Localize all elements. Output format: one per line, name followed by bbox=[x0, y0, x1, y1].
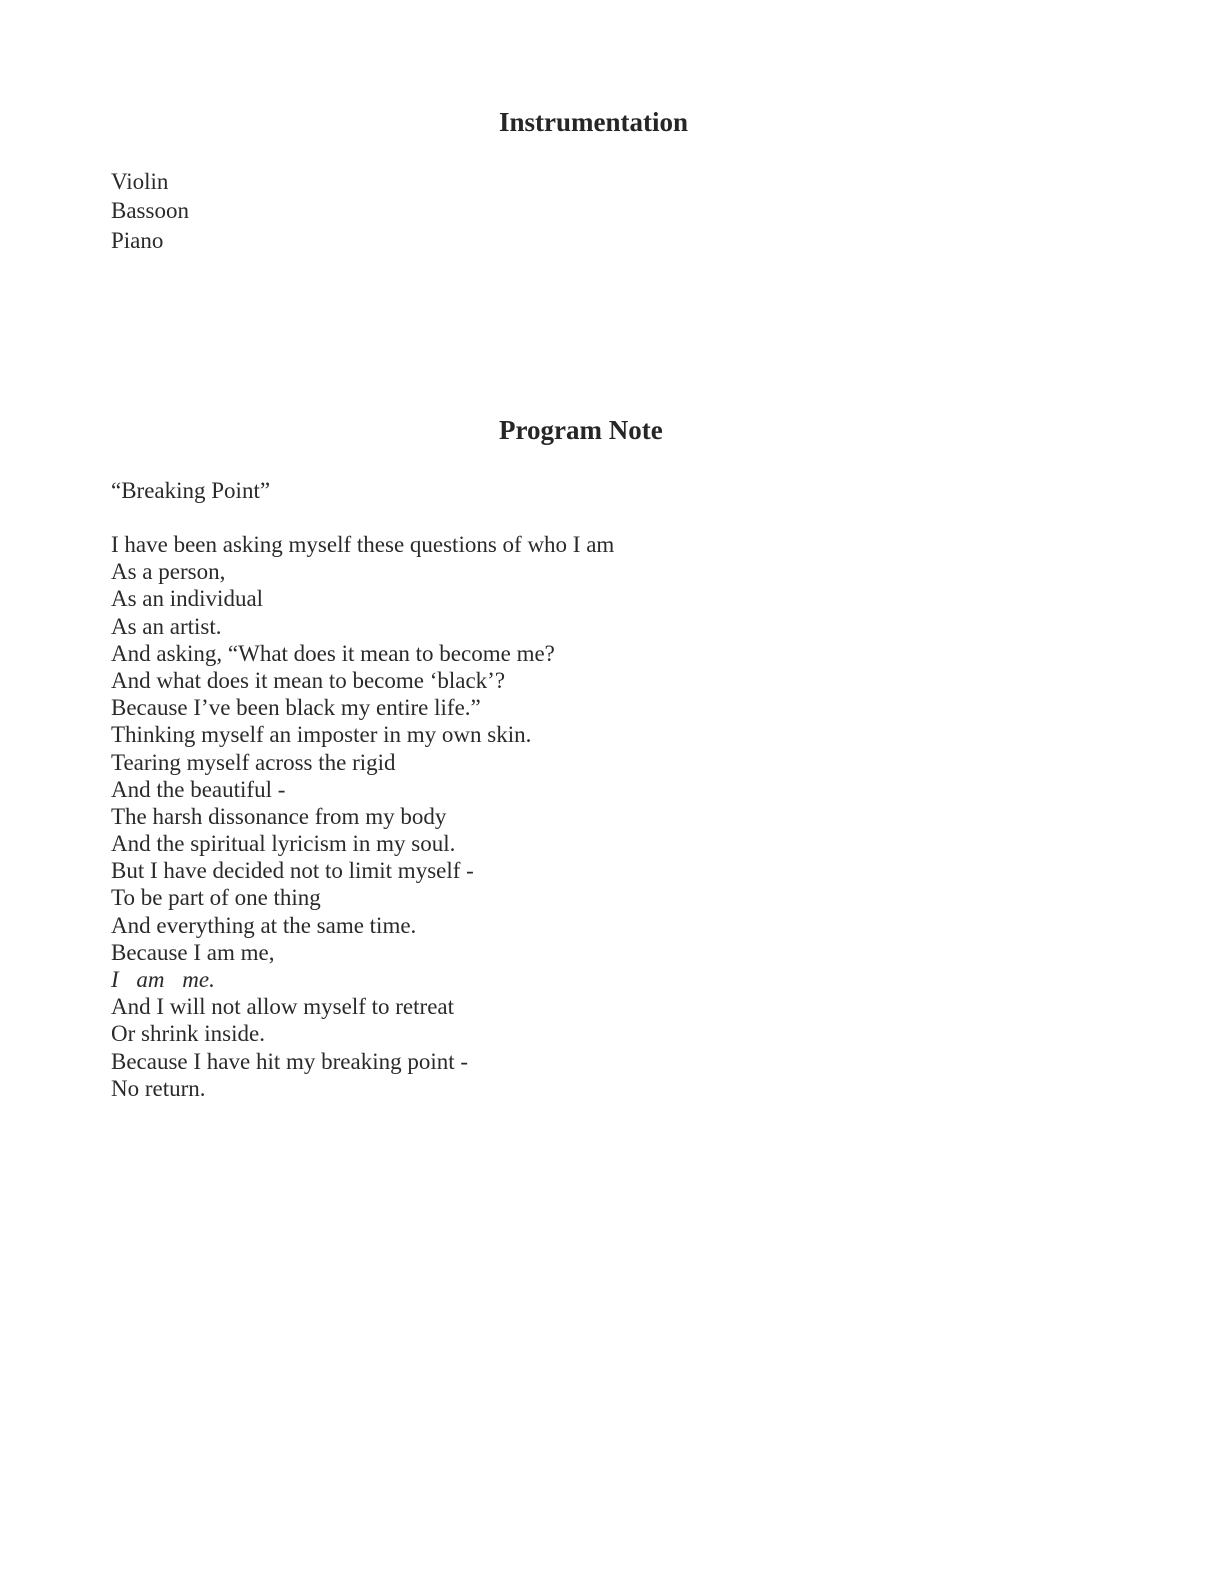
poem-line: As a person, bbox=[111, 559, 226, 585]
poem-line: As an individual bbox=[111, 586, 264, 612]
poem-line: No return. bbox=[111, 1075, 206, 1101]
poem-line: But I have decided not to limit myself - bbox=[111, 858, 474, 884]
poem-line: And everything at the same time. bbox=[111, 912, 417, 938]
poem-line: And what does it mean to become ‘black’? bbox=[111, 667, 506, 693]
poem-line: And the spiritual lyricism in my soul. bbox=[111, 831, 456, 857]
program-note-heading: Program Note bbox=[499, 415, 663, 445]
poem-line: Because I am me, bbox=[111, 939, 275, 965]
poem-title: “Breaking Point” bbox=[111, 478, 271, 503]
poem-line-emphasis: I am me. bbox=[111, 967, 215, 992]
instrument-item: Piano bbox=[111, 228, 164, 253]
poem-line: Or shrink inside. bbox=[111, 1021, 265, 1047]
poem-line: Because I’ve been black my entire life.” bbox=[111, 695, 481, 721]
instrument-list bbox=[111, 168, 189, 256]
poem-line: As an artist. bbox=[111, 613, 222, 639]
poem-line: Because I have hit my breaking point - bbox=[111, 1048, 469, 1074]
poem-line: And I will not allow myself to retreat bbox=[111, 994, 455, 1020]
poem-line: And asking, “What does it mean to become me? bbox=[111, 640, 555, 666]
poem-line: The harsh dissonance from my body bbox=[111, 803, 447, 829]
poem-line: Tearing myself across the rigid bbox=[111, 749, 396, 775]
poem-line: Thinking myself an imposter in my own skin. bbox=[111, 722, 532, 748]
instrument-item: Bassoon bbox=[111, 197, 189, 223]
poem-line: And the beautiful - bbox=[111, 776, 286, 802]
instrument-item: Violin bbox=[111, 169, 169, 194]
poem-body bbox=[111, 531, 614, 1102]
poem-line: To be part of one thing bbox=[111, 885, 321, 911]
instrumentation-heading: Instrumentation bbox=[499, 107, 689, 137]
poem-line: I have been asking myself these questions of who I am bbox=[111, 532, 615, 557]
